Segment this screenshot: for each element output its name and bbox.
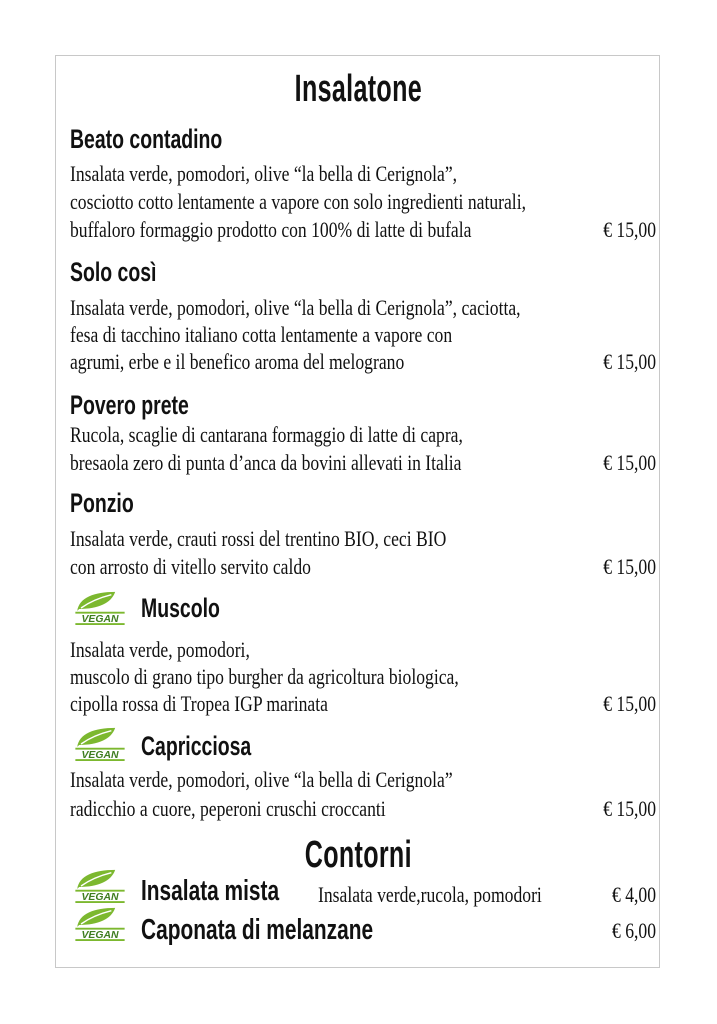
vegan-badge-icon bbox=[72, 868, 128, 904]
item-name-muscolo: Muscolo bbox=[141, 593, 220, 623]
svg-text:VEGAN: VEGAN bbox=[81, 750, 119, 762]
section-title-contorni: Contorni bbox=[304, 834, 412, 876]
item-price: € 15,00 bbox=[603, 691, 656, 716]
item-price: € 15,00 bbox=[603, 554, 656, 579]
item-price: € 15,00 bbox=[603, 796, 656, 821]
item-desc-line: cosciotto cotto lentamente a vapore con solo ingredienti naturali, bbox=[70, 189, 526, 214]
item-price: € 15,00 bbox=[603, 450, 656, 475]
item-desc-line: Rucola, scaglie di cantarana formaggio di latte di capra, bbox=[70, 422, 463, 447]
item-desc-line: Insalata verde, pomodori, bbox=[70, 637, 250, 662]
vegan-badge-icon bbox=[72, 590, 128, 626]
item-desc-line: Insalata verde, pomodori, olive “la bella di Cerignola”, bbox=[70, 161, 458, 186]
item-desc-line: muscolo di grano tipo burgher da agricoltura biologica, bbox=[70, 664, 459, 689]
item-desc-line: con arrosto di vitello servito caldo bbox=[70, 554, 311, 579]
item-desc-line: Insalata verde, pomodori, olive “la bella di Cerignola” bbox=[70, 767, 453, 792]
svg-text:VEGAN: VEGAN bbox=[81, 930, 119, 942]
contorno-name-insalata-mista: Insalata mista bbox=[141, 875, 280, 907]
item-desc-line: fesa di tacchino italiano cotta lentamente a vapore con bbox=[70, 322, 453, 347]
item-desc-line: cipolla rossa di Tropea IGP marinata bbox=[70, 691, 328, 716]
item-desc-line: Insalata verde, pomodori, olive “la bella di Cerignola”, caciotta, bbox=[70, 295, 521, 320]
contorno-name-caponata: Caponata di melanzane bbox=[141, 914, 374, 946]
item-name-beato-contadino: Beato contadino bbox=[70, 124, 223, 154]
item-desc-line: Insalata verde, crauti rossi del trentino BIO, ceci BIO bbox=[70, 526, 447, 551]
svg-text:VEGAN: VEGAN bbox=[81, 614, 119, 626]
svg-text:VEGAN: VEGAN bbox=[81, 892, 119, 904]
item-desc-line: agrumi, erbe e il benefico aroma del melograno bbox=[70, 349, 405, 374]
contorno-price: € 6,00 bbox=[612, 918, 656, 943]
section-title-insalatone: Insalatone bbox=[294, 68, 422, 110]
item-name-solo-cosi: Solo così bbox=[70, 257, 157, 287]
contorno-price: € 4,00 bbox=[612, 882, 656, 907]
item-desc-line: radicchio a cuore, peperoni cruschi croccanti bbox=[70, 796, 386, 821]
item-name-povero-prete: Povero prete bbox=[70, 390, 189, 420]
item-name-ponzio: Ponzio bbox=[70, 488, 134, 518]
contorno-desc: Insalata verde,rucola, pomodori bbox=[318, 882, 542, 907]
item-desc-line: bresaola zero di punta d’anca da bovini allevati in Italia bbox=[70, 450, 462, 475]
vegan-badge-icon bbox=[72, 906, 128, 942]
item-desc-line: buffaloro formaggio prodotto con 100% di latte di bufala bbox=[70, 217, 472, 242]
item-price: € 15,00 bbox=[603, 217, 656, 242]
item-price: € 15,00 bbox=[603, 349, 656, 374]
vegan-badge-icon bbox=[72, 726, 128, 762]
item-name-capricciosa: Capricciosa bbox=[141, 731, 252, 761]
